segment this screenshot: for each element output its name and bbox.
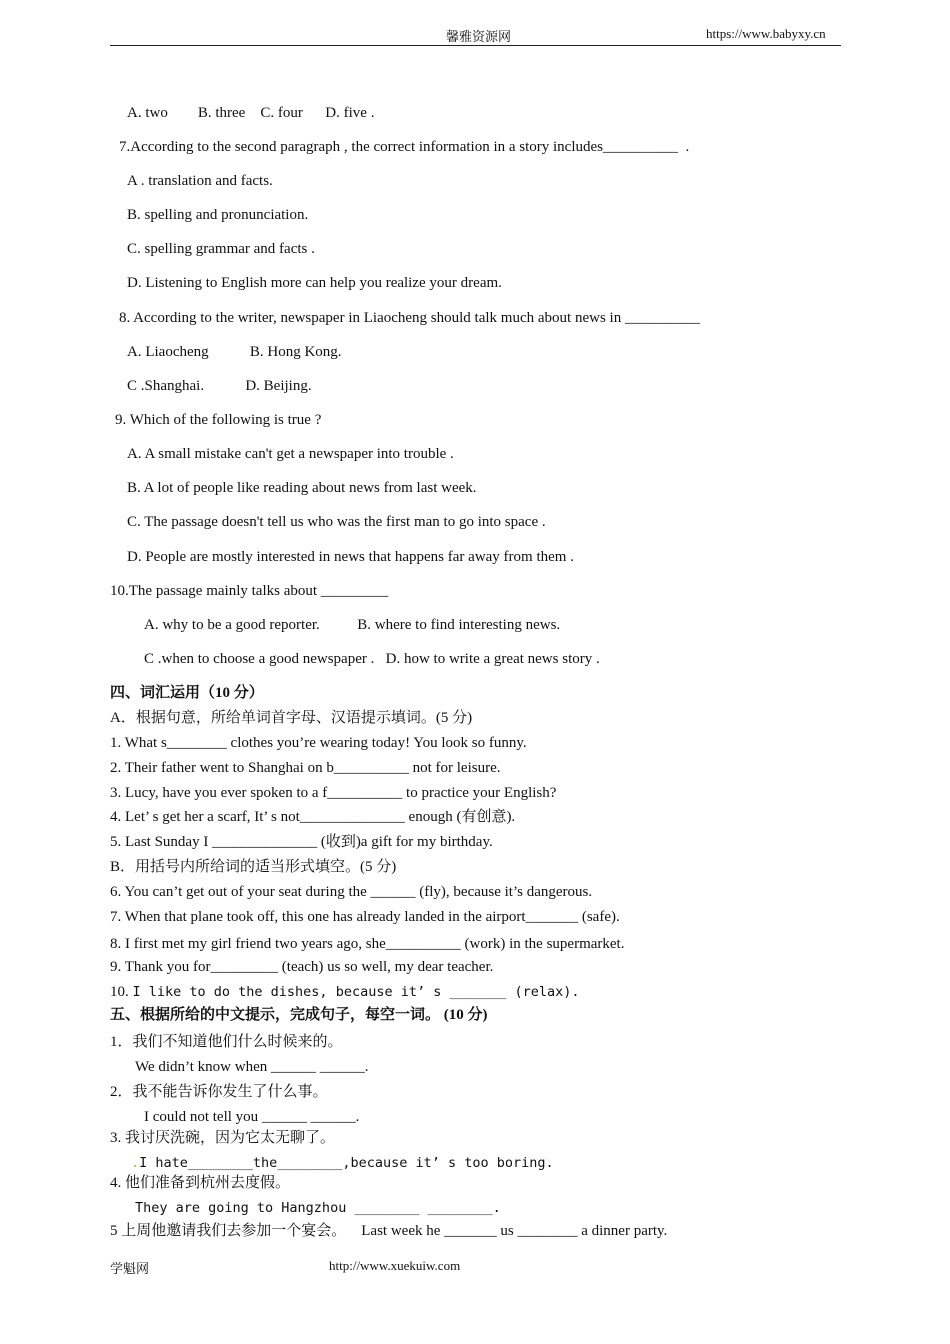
vocab-item-10 xyxy=(110,983,580,1001)
header-url[interactable]: https://www.babyxy.cn xyxy=(706,26,826,41)
translation-1-chinese: 1．我们不知道他们什么时候来的。 xyxy=(110,1034,343,1050)
yellow-dot-mark: . xyxy=(131,1155,140,1171)
vocab-item-7-start: 7. When that pla xyxy=(110,909,209,925)
vocab-item-4: 4. Let’ s get her a scarf, It’ s not______________ enough (有创意). xyxy=(110,809,516,825)
translation-5: 5 上周他邀请我们去参加一个宴会。 Last week he _______ us ________ a dinner party. xyxy=(110,1223,668,1239)
section-4-heading: 四、词汇运用（10 分） xyxy=(110,685,264,701)
section-4-part-b-instructions: B．用括号内所给词的适当形式填空。(5 分) xyxy=(110,859,397,875)
question-8: 8. According to the writer, newspaper in Liaocheng should talk much about news in __________ xyxy=(119,310,700,326)
vocab-item-8: 8. I first met my girl friend two years ago, she__________ (work) in the supermarket. xyxy=(110,936,625,952)
header-site-name: 馨雅资源网 xyxy=(446,29,512,44)
translation-3-english-text: I hate________the________,because it’ s too boring. xyxy=(139,1155,554,1171)
question-7-option-a: A . translation and facts. xyxy=(127,173,273,189)
translation-1-english: We didn’t know when ______ ______. xyxy=(135,1059,369,1075)
question-7-option-b: B. spelling and pronunciation. xyxy=(127,207,309,223)
question-9-option-d: D. People are mostly interested in news that happens far away from them . xyxy=(127,549,574,565)
question-7: 7.According to the second paragraph , the correct information in a story includes__________ . xyxy=(119,139,690,155)
translation-3-chinese: 3. 我讨厌洗碗，因为它太无聊了。 xyxy=(110,1130,336,1146)
vocab-item-6: 6. You can’t get out of your seat during the ______ (fly), because it’s dangerous. xyxy=(110,884,593,900)
translation-4-english: They are going to Hangzhou ________ ________. xyxy=(135,1200,501,1216)
vocab-item-7-end: ne took off, this one has already landed in the airport_______ (safe). xyxy=(208,909,620,925)
vocab-item-5: 5. Last Sunday I ______________ (收到)a gift for my birthday. xyxy=(110,834,493,850)
section-5-heading: 五、根据所给的中文提示，完成句子，每空一词。 (10 分) xyxy=(110,1007,488,1023)
vocab-item-10-number: 10. xyxy=(110,984,133,1000)
question-6-options: A. two B. three C. four D. five . xyxy=(127,105,375,121)
footer-site-name: 学魁网 xyxy=(110,1261,150,1276)
question-10-options-ab: A. why to be a good reporter. B. where to find interesting news. xyxy=(144,617,561,633)
question-8-options-cd: C .Shanghai. D. Beijing. xyxy=(127,378,312,394)
vocab-item-7 xyxy=(110,908,620,926)
vocab-item-2: 2. Their father went to Shanghai on b__________ not for leisure. xyxy=(110,760,501,776)
question-10-options-cd: C .when to choose a good newspaper . D. how to write a great news story . xyxy=(144,651,600,667)
question-9-option-c: C. The passage doesn't tell us who was the first man to go into space . xyxy=(127,514,546,530)
translation-2-english: I could not tell you ______ ______. xyxy=(144,1109,360,1125)
question-10: 10.The passage mainly talks about _________ xyxy=(110,583,389,599)
footer-url[interactable]: http://www.xuekuiw.com xyxy=(329,1258,461,1273)
vocab-item-3: 3. Lucy, have you ever spoken to a f__________ to practice your English? xyxy=(110,785,557,801)
vocab-item-10-text: I like to do the dishes, because it’ s _______ (relax). xyxy=(132,984,580,1000)
question-7-option-c: C. spelling grammar and facts . xyxy=(127,241,315,257)
question-9-option-a: A. A small mistake can't get a newspaper into trouble . xyxy=(127,446,454,462)
question-8-options-ab: A. Liaocheng B. Hong Kong. xyxy=(127,344,342,360)
translation-4-chinese: 4. 他们准备到杭州去度假。 xyxy=(110,1175,291,1191)
question-9-option-b: B. A lot of people like reading about news from last week. xyxy=(127,480,477,496)
section-4-part-a-instructions: A．根据句意，所给单词首字母、汉语提示填词。(5 分) xyxy=(110,710,473,726)
vocab-item-9: 9. Thank you for_________ (teach) us so well, my dear teacher. xyxy=(110,959,494,975)
question-7-option-d: D. Listening to English more can help you realize your dream. xyxy=(127,275,502,291)
header-divider xyxy=(110,45,841,46)
translation-2-chinese: 2．我不能告诉你发生了什么事。 xyxy=(110,1084,328,1100)
question-9: 9. Which of the following is true ? xyxy=(115,412,322,428)
translation-3-english xyxy=(131,1154,554,1172)
vocab-item-1: 1. What s________ clothes you’re wearing today! You look so funny. xyxy=(110,735,527,751)
